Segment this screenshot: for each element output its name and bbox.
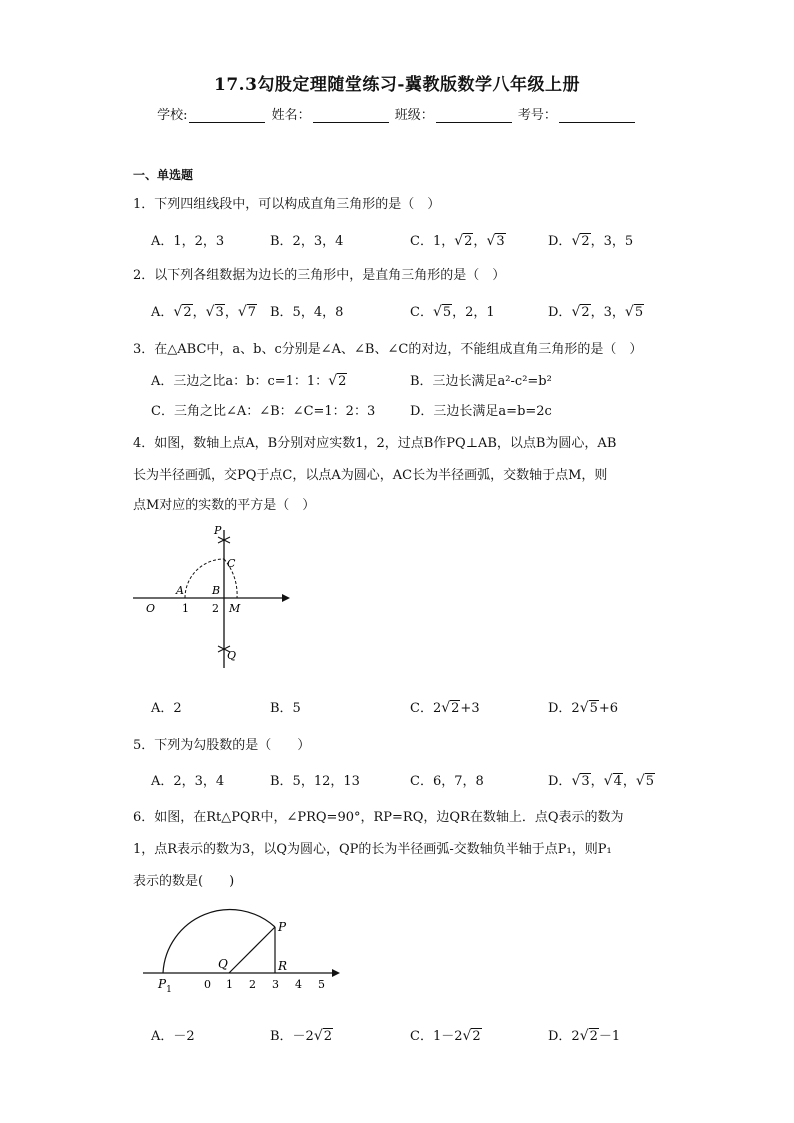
school-blank[interactable] — [189, 110, 265, 123]
axis-arrow — [332, 969, 340, 977]
number-blank[interactable] — [559, 110, 635, 123]
label-a: A — [176, 584, 184, 597]
sqrt-symbol: √2 — [571, 233, 590, 249]
question-6-line-3: 表示的数是( ) — [133, 874, 235, 889]
tick-label-4: 4 — [295, 978, 302, 991]
school-label: 学校: — [157, 108, 188, 123]
page-title: 17.3勾股定理随堂练习-冀教版数学八年级上册 — [214, 75, 580, 95]
tick-label-5: 5 — [318, 978, 325, 991]
tick-label-2: 2 — [212, 602, 219, 615]
label-p: P — [278, 920, 287, 934]
q1-option-c[interactable]: C．1，√2，√3 — [410, 233, 505, 249]
question-4-line-1: 4．如图，数轴上点A，B分别对应实数1，2，过点B作PQ⊥AB，以点B为圆心，AB — [133, 436, 617, 451]
label-b: B — [212, 584, 221, 597]
sqrt-symbol: √3 — [486, 233, 505, 249]
q4-option-d[interactable]: D．2√5+6 — [548, 700, 619, 716]
q1-option-b[interactable]: B．2，3，4 — [270, 234, 344, 249]
sqrt-symbol: √2 — [454, 233, 473, 249]
label-q: Q — [227, 649, 237, 662]
tick-label-0: 0 — [204, 978, 211, 991]
q2-option-c[interactable]: C．√5，2，1 — [410, 304, 495, 320]
label-p: P — [214, 524, 222, 537]
question-6-line-1: 6．如图，在Rt△PQR中，∠PRQ=90°，RP=RQ，边QR在数轴上．点Q表示的数为 — [133, 810, 624, 825]
question-3-stem: 3．在△ABC中，a、b、c分别是∠A、∠B、∠C的对边，不能组成直角三角形的是（ ） — [133, 342, 643, 357]
q1-c-text: C．1， — [410, 234, 455, 249]
q5-option-c[interactable]: C．6，7，8 — [410, 774, 484, 789]
q4-option-c[interactable]: C．2√2+3 — [410, 700, 480, 716]
q5-option-b[interactable]: B．5，12，13 — [270, 774, 360, 789]
question-2-stem: 2．以下列各组数据为边长的三角形中，是直角三角形的是（ ） — [133, 268, 506, 283]
question-4-line-3: 点M对应的实数的平方是（ ） — [133, 498, 316, 513]
q1-d-text: ，3，5 — [590, 234, 634, 249]
q3-option-d[interactable]: D．三边长满足a=b=2c — [410, 404, 552, 419]
question-4-line-2: 长为半径画弧，交PQ于点C，以点A为圆心，AC长为半径画弧，交数轴于点M，则 — [133, 468, 608, 483]
name-blank[interactable] — [313, 110, 389, 123]
q4-number-line-figure — [128, 520, 308, 675]
q3-option-b[interactable]: B．三边长满足a²-c²=b² — [410, 374, 552, 389]
tick-label-2: 2 — [249, 978, 256, 991]
label-r: R — [278, 959, 288, 973]
axis-arrow — [282, 594, 290, 602]
q2-option-a[interactable]: A．√2，√3，√7 — [151, 304, 257, 320]
q2-option-d[interactable]: D．√2，3，√5 — [548, 304, 644, 320]
q4-option-b[interactable]: B．5 — [270, 701, 301, 716]
label-c: C — [227, 557, 236, 570]
q6-option-c[interactable]: C．1－2√2 — [410, 1028, 481, 1044]
label-p1: $P_1$ — [158, 977, 172, 995]
q6-option-d[interactable]: D．2√2－1 — [548, 1028, 621, 1044]
student-info-line — [0, 104, 794, 123]
q6-option-a[interactable]: A．－2 — [151, 1029, 195, 1044]
label-m: M — [229, 602, 241, 615]
q1-option-a[interactable]: A．1，2，3 — [151, 234, 225, 249]
q5-option-d[interactable]: D．√3，√4，√5 — [548, 773, 655, 789]
question-5-stem: 5．下列为勾股数的是（ ） — [133, 738, 311, 753]
segment-qp — [229, 927, 275, 973]
q4-option-a[interactable]: A．2 — [151, 701, 182, 716]
question-1-stem: 1．下列四组线段中，可以构成直角三角形的是（ ） — [133, 197, 441, 212]
tick-label-3: 3 — [272, 978, 279, 991]
q1-option-d[interactable]: D．√2，3，5 — [548, 233, 634, 249]
q2-option-b[interactable]: B．5，4，8 — [270, 305, 344, 320]
q6-number-line-figure — [138, 900, 348, 1000]
section-heading: 一、单选题 — [133, 168, 194, 182]
question-6-line-2: 1，点R表示的数为3，以Q为圆心，QP的长为半径画弧-交数轴负半轴于点P₁，则P₁ — [133, 842, 612, 857]
q3-option-c[interactable]: C．三角之比∠A：∠B：∠C=1：2：3 — [151, 404, 376, 419]
tick-label-1: 1 — [182, 602, 189, 615]
number-label: 考号： — [517, 108, 557, 123]
class-blank[interactable] — [436, 110, 512, 123]
q5-option-a[interactable]: A．2，3，4 — [151, 774, 225, 789]
label-q: Q — [218, 957, 228, 971]
class-label: 班级： — [394, 108, 434, 123]
q3-option-a[interactable]: A．三边之比a：b：c=1：1：√2 — [151, 373, 347, 389]
q6-option-b[interactable]: B．－2√2 — [270, 1028, 333, 1044]
label-o: O — [146, 602, 156, 615]
tick-label-1: 1 — [226, 978, 233, 991]
name-label: 姓名： — [271, 108, 311, 123]
